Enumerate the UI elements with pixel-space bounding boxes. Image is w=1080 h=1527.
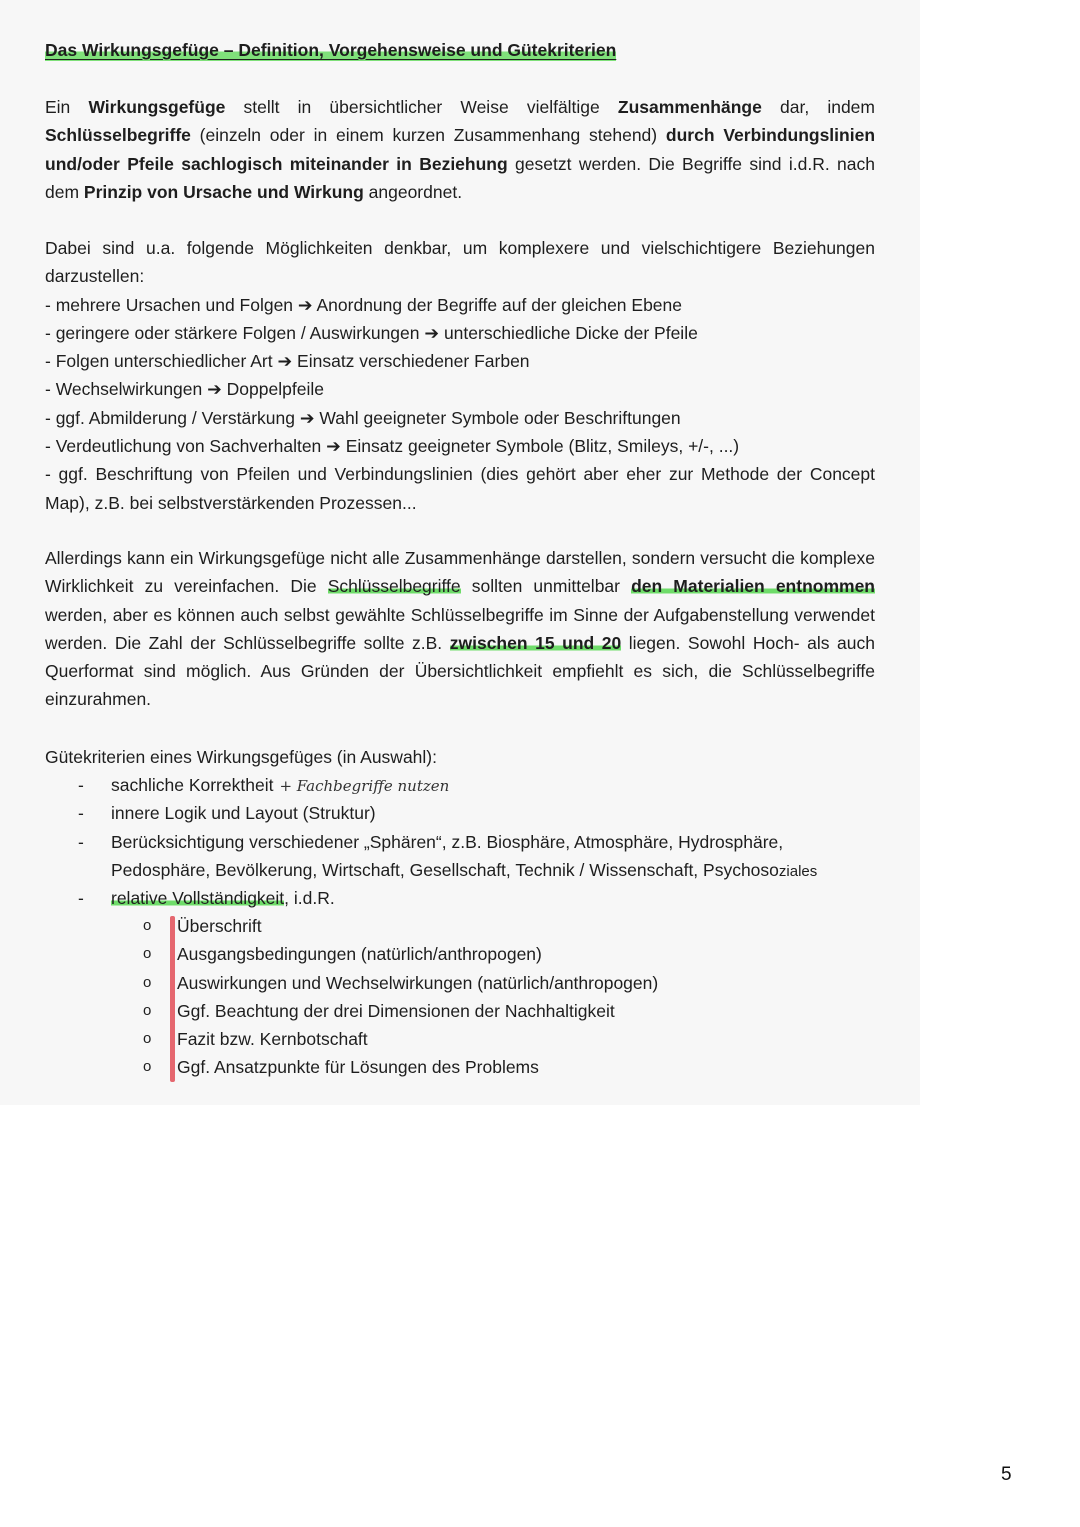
red-margin-marker (170, 916, 175, 1082)
term-zusammenhaenge: Zusammenhänge (617, 97, 762, 117)
criteria-item: - sachliche Korrektheit + Fachbegriffe nutzen (78, 775, 450, 795)
list-item: - ggf. Abmilderung / Verstärkung ➔ Wahl geeigneter Symbole oder Beschriftungen (45, 407, 681, 428)
criteria-item-continued: Pedosphäre, Bevölkerung, Wirtschaft, Gesellschaft, Technik / Wissenschaft, Psychosoziales (111, 859, 818, 880)
circle-bullet-icon: o (143, 917, 152, 934)
arrow-icon: ➔ (424, 322, 440, 343)
page-number: 5 (1001, 1464, 1012, 1485)
sublist-item: o Fazit bzw. Kernbotschaft (45, 1025, 875, 1053)
highlight-schluesselbegriffe: Schlüsselbegriffe (327, 576, 461, 597)
list-item-last: - ggf. Beschriftung von Pfeilen und Verbindungslinien (dies gehört aber eher zur Methode der Concept Map), z.B. bei selbstverstärkenden Prozessen... (45, 464, 875, 513)
circle-bullet-icon: o (143, 1001, 152, 1019)
criteria-item: - innere Logik und Layout (Struktur) (78, 803, 376, 824)
highlight-materialien: den Materialien entnommen (631, 576, 875, 597)
sublist-item: o Überschrift (45, 912, 875, 940)
arrow-icon: ➔ (326, 436, 341, 457)
sublist-item: o Ausgangsbedingungen (natürlich/anthropogen) (45, 940, 875, 968)
arrow-icon: ➔ (277, 351, 293, 372)
criteria-list (45, 771, 875, 912)
criteria-item: - Berücksichtigung verschiedener „Sphären“, z.B. Biosphäre, Atmosphäre, Hydrosphäre, (78, 831, 784, 852)
sublist-item: o Auswirkungen und Wechselwirkungen (natürlich/anthropogen) (45, 969, 875, 997)
paragraph-definition: Ein Wirkungsgefüge stellt in übersichtlicher Weise vielfältige Zusammenhänge dar, indem Schlüsselbegriffe (einzeln oder in einem kurzen Zusammenhang stehend) durch Verbindungslinien und/oder Pfeile sachlogisch miteinander in Beziehung gesetzt werden. Die Begriffe sind i.d.R. nach dem Prinzip von Ursache und Wirkung angeordnet. (45, 97, 876, 202)
circle-bullet-icon: o (143, 973, 152, 991)
handwritten-note: + Fachbegriffe nutzen (279, 777, 450, 795)
circle-bullet-icon: o (143, 1030, 152, 1048)
term-wirkungsgefuege: Wirkungsgefüge (88, 97, 226, 117)
circle-bullet-icon: o (143, 945, 152, 963)
list-item: - Wechselwirkungen ➔ Doppelpfeile (45, 379, 324, 400)
highlight-zahl: zwischen 15 und 20 (449, 632, 622, 653)
page-title: Das Wirkungsgefüge – Definition, Vorgehensweise und Gütekriterien (45, 36, 616, 64)
list-item: - Verdeutlichung von Sachverhalten ➔ Einsatz geeigneter Symbole (Blitz, Smileys, +/-, ...) (45, 436, 740, 457)
arrow-icon: ➔ (299, 407, 315, 428)
highlight-vollstaendigkeit: relative Vollständigkeit (111, 888, 285, 909)
term-schluesselbegriffe: Schlüsselbegriffe (45, 125, 191, 146)
list-item: - geringere oder stärkere Folgen / Auswirkungen ➔ unterschiedliche Dicke der Pfeile (45, 322, 698, 343)
sublist-item: o Ggf. Ansatzpunkte für Lösungen des Problems (45, 1053, 875, 1081)
paragraph-possibilities (45, 234, 875, 517)
arrow-icon: ➔ (297, 294, 313, 315)
sublist-item: o Ggf. Beachtung der drei Dimensionen der Nachhaltigkeit (45, 997, 875, 1025)
arrow-icon: ➔ (207, 379, 222, 400)
criteria-heading: Gütekriterien eines Wirkungsgefüges (in Auswahl): (45, 747, 437, 767)
list-item: - mehrere Ursachen und Folgen ➔ Anordnung der Begriffe auf der gleichen Ebene (45, 294, 683, 315)
paragraph-limitations: Allerdings kann ein Wirkungsgefüge nicht alle Zusammenhänge darstellen, sondern versucht die komplexe Wirklichkeit zu vereinfachen. Die Schlüsselbegriffe sollten unmittelbar den Materialien entnommen werden, aber es können auch selbst gewählte Schlüsselbegriffe im Sinne der Aufgabenstellung verwendet werden. Die Zahl der Schlüsselbegriffe sollte z.B. zwischen 15 und 20 liegen. Sowohl Hoch- als auch Querformat sind möglich. Aus Gründen der Übersichtlichkeit empfiehlt es sich, die Schlüsselbegriffe einzurahmen. (45, 548, 875, 710)
term-verbindungslinien: durch Verbindungslinien und/oder Pfeile sachlogisch miteinander in Beziehung (45, 125, 876, 174)
circle-bullet-icon: o (143, 1058, 152, 1076)
term-ursache-wirkung: Prinzip von Ursache und Wirkung (83, 181, 364, 202)
criteria-item: - relative Vollständigkeit, i.d.R. (78, 888, 335, 909)
possibilities-intro: Dabei sind u.a. folgende Möglichkeiten denkbar, um komplexere und vielschichtigere Beziehungen darzustellen: (45, 238, 875, 287)
list-item: - Folgen unterschiedlicher Art ➔ Einsatz verschiedener Farben (45, 351, 530, 372)
